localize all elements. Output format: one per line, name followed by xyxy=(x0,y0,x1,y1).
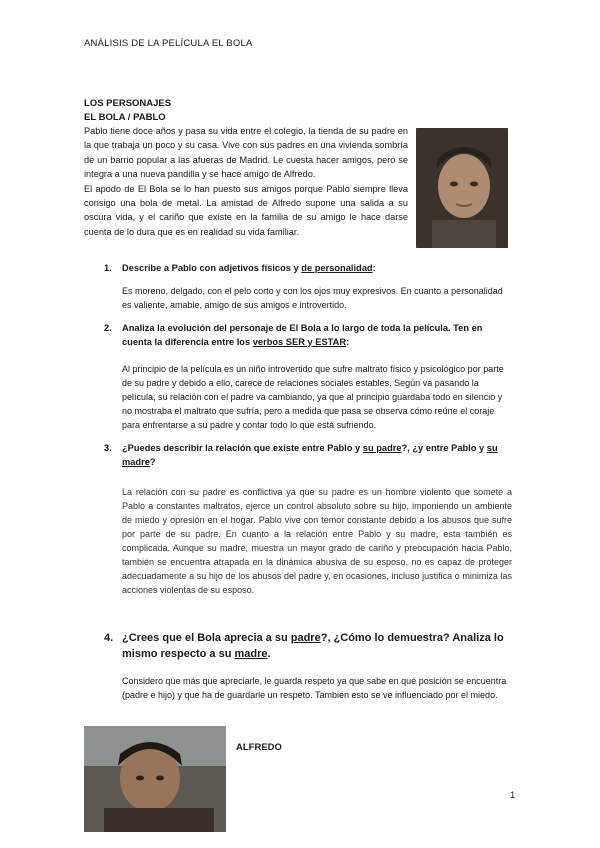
alfredo-portrait-image xyxy=(84,726,226,832)
intro-paragraph-1: Pablo tiene doce años y pasa su vida entre el colegio, la tienda de su padre en la que trabaja un poco y su casa. Vive con sus padres en una vivienda sombría de un barrio popular a las afueras de Madrid. Le cuesta hacer amigos, pero se integra a una nueva pandilla y se hace amigo de Alfredo. xyxy=(84,126,408,180)
answer-4: Considero que más que apreciarle, le guarda respeto ya que sabe en qué posición se encuentra (padre e hijo) y que ha de guardarle un respeto. También esto se ve influenciado por el miedo. xyxy=(122,676,507,700)
intro-text xyxy=(84,124,408,239)
pablo-portrait-image xyxy=(416,128,508,248)
page-number: 1 xyxy=(510,790,516,801)
question-number: 4. xyxy=(104,632,114,644)
answer-3: La relación con su padre es conflictiva ya que su padre es un hombre violento que somete a Pablo a constantes maltratos, ejerce un control absoluto sobre su hijo, imponiendo un ambiente de miedo y opresión en el hogar. Pablo vive con temor constante debido a los abusos que sufre por parte de su padre. En cuanto a la relación entre Pablo y su madre, esta también es complicada. Aunque su madre, muestra un mayor grado de cariño y preocupación hacia Pablo, también se encuentra atrapada en la dinámica abusiva de su esposo, no es capaz de proteger adecuadamente a su hijo de los abusos del padre y, en ocasiones, incluso justifica o minimiza las acciones violentas de su esposo. xyxy=(122,487,512,595)
alfredo-photo xyxy=(84,726,226,832)
page-header: ANÁLISIS DE LA PELÍCULA EL BOLA xyxy=(84,38,253,49)
question-number: 1. xyxy=(104,263,112,273)
document-page: ANÁLISIS DE LA PELÍCULA EL BOLA LOS PERSONAJES EL BOLA / PABLO Pablo tiene doce años y pasa su vida entre el colegio, la tienda de su padre en la que trabaja un poco y su casa. Vive con sus padres en una vivienda sombría de un barrio popular a las afueras de Madrid. Le cuesta hacer amigos, pero se integra a una nueva pandilla y se hace amigo de Alfredo. El apodo de El Bola se lo han puesto sus amigos porque Pablo siempre lleva consigo una bola de metal. La amistad de Alfredo supone una salida a su oscura vida, y el cariño que existe en la familia de su amigo le hace darse cuenta de lo dura que es en realidad su vida familiar. 1. Describe a Pablo con adjetivos físicos y de personalidad: Es moreno, delgado, con el pelo corto y con los ojos muy expresivos. En cuanto a personalidad es valiente, amable, amigo de sus amigos e introvertido. 2. Analiza la evolución del personaje de El Bola a lo largo de toda la película. Ten en cuenta la diferencia entre los verbos SER y ESTAR: Al principio de la película es un niño introvertido que sufre maltrato físico y psicológico por parte de su padre y debido a ello, carece de relaciones sociales estables. Según va pasando la película, su relación con el padre va cambiando, ya que al principio guardaba todo en silencio y no mostraba el maltrato que sufría, pero a medida que pasa se observa cómo reúne el coraje para enfrentarse a su padre y contar todo lo que está sufriendo. 3. ¿Puedes describir la relación que existe entre Pablo y su padre?, ¿y entre Pablo y su madre? La relación con su padre es conflictiva ya que su padre es un hombre violento que somete a Pablo a constantes maltratos, ejerce un control absoluto sobre su hijo, imponiendo un ambiente de miedo y opresión en el hogar. Pablo vive con temor constante debido a los abusos que sufre por parte de su padre. En cuanto a la relación entre Pablo y su madre, esta también es complicada. Aunque su madre, muestra un mayor grado de cariño y preocupación hacia Pablo, también se encuentra atrapada en la dinámica abusiva de su esposo, no es capaz de proteger adecuadamente a su hijo de los abusos del padre y, en ocasiones, incluso justifica o minimiza las acciones violentas de su esposo. 4. ¿Crees que el Bola aprecia a su padre?, ¿Cómo lo demuestra? Analiza lo mismo respecto a su madre. Considero que más que apreciarle, le guarda respeto ya que sabe en qué posición se encuentra (padre e hijo) y que ha de guardarle un respeto. También esto se ve influenciado por el miedo. ALFREDO 1 xyxy=(0,0,600,848)
section-subtitle: EL BOLA / PABLO xyxy=(84,112,166,123)
answer-2: Al principio de la película es un niño introvertido que sufre maltrato físico y psicológico por parte de su padre y debido a ello, carece de relaciones sociales estables. Según va pasando la película, su relación con el padre va cambiando, ya que al principio guardaba todo en silencio y no mostraba el maltrato que sufría, pero a medida que pasa se observa cómo reúne el coraje para enfrentarse a su padre y contar todo lo que está sufriendo. xyxy=(122,364,504,430)
answer-1: Es moreno, delgado, con el pelo corto y con los ojos muy expresivos. En cuanto a personalidad es valiente, amable, amigo de sus amigos e introvertido. xyxy=(122,286,503,310)
question-number: 2. xyxy=(104,323,112,333)
intro-paragraph-2: El apodo de El Bola se lo han puesto sus amigos porque Pablo siempre lleva consigo una bola de metal. La amistad de Alfredo supone una salida a su oscura vida, y el cariño que existe en la familia de su amigo le hace darse cuenta de lo dura que es en realidad su vida familiar. xyxy=(84,183,408,237)
alfredo-heading: ALFREDO xyxy=(236,742,282,753)
pablo-photo xyxy=(416,128,508,248)
section-title: LOS PERSONAJES xyxy=(84,98,172,109)
question-number: 3. xyxy=(104,443,112,453)
